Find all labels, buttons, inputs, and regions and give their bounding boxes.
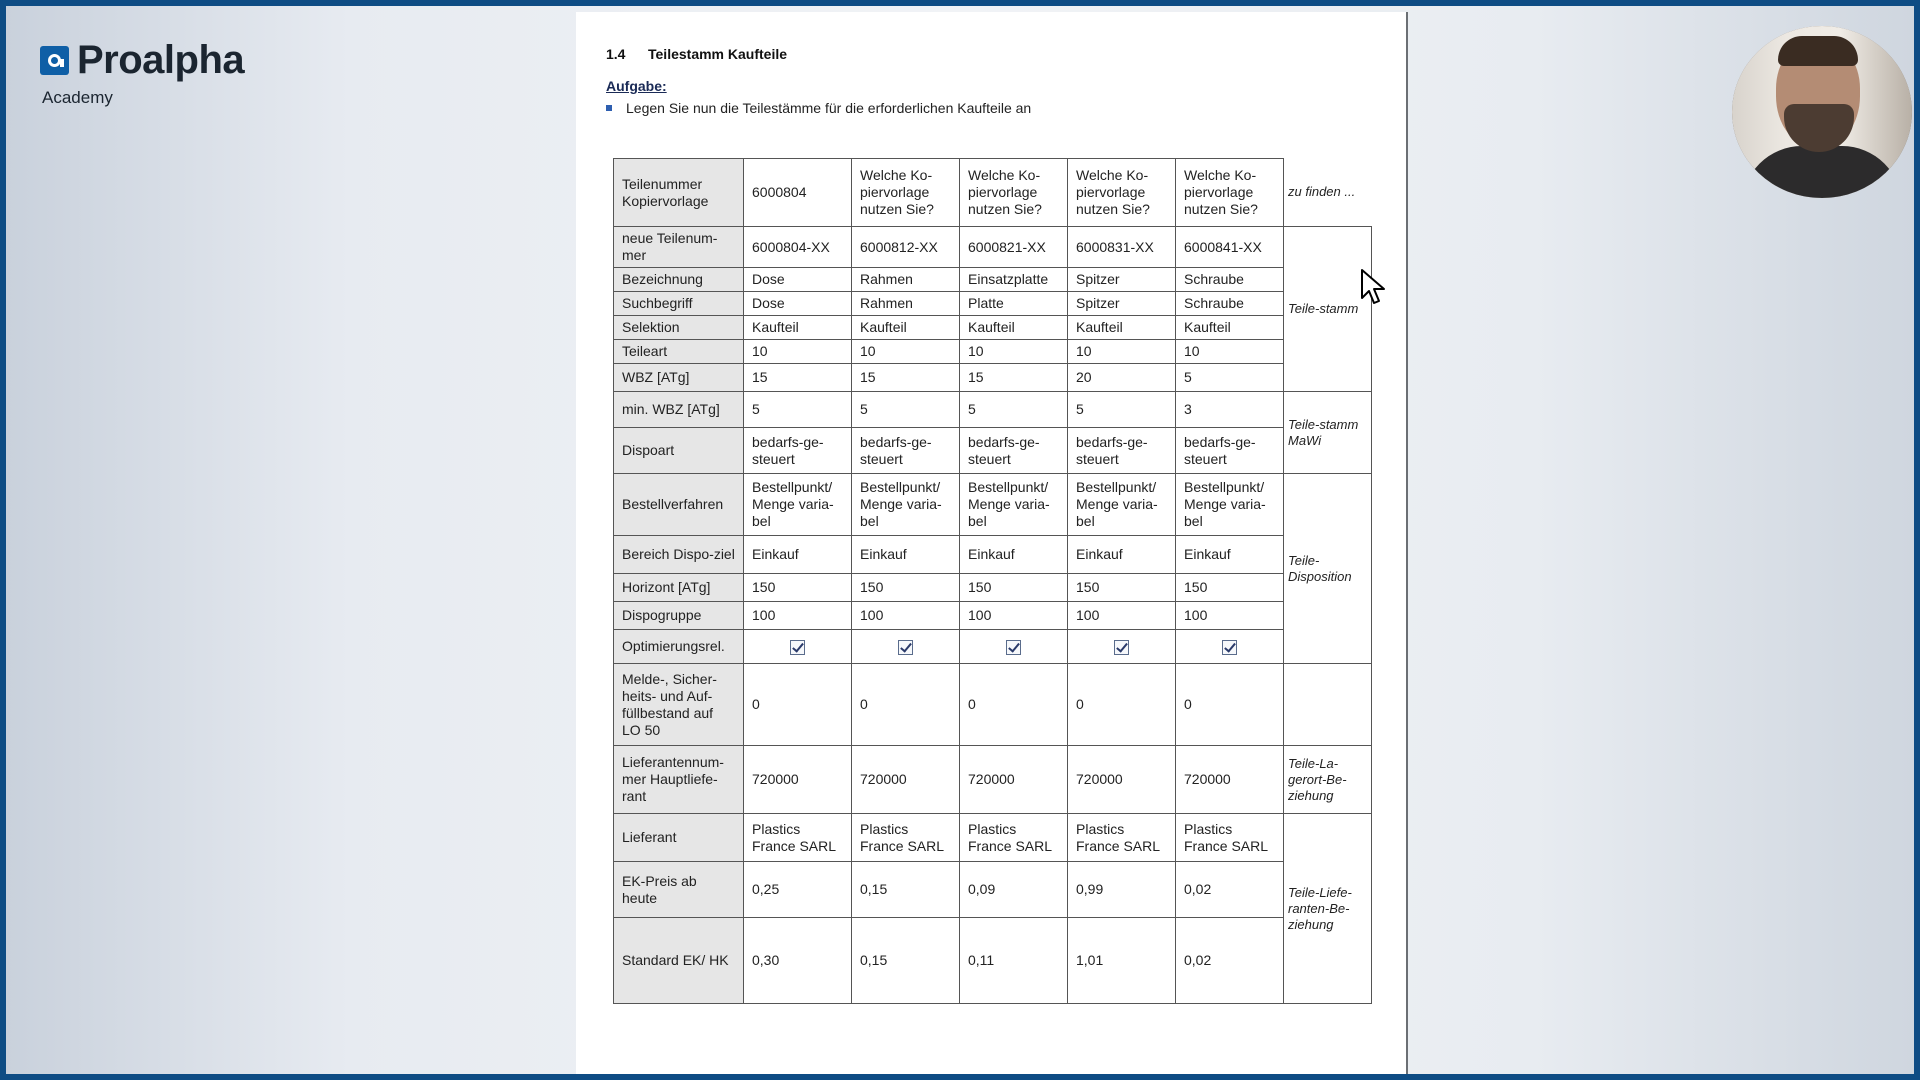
table-row xyxy=(614,268,1372,292)
presenter-webcam xyxy=(1732,26,1912,198)
table-cell: Welche Ko-piervorlage nutzen Sie? xyxy=(852,159,960,227)
table-cell: 100 xyxy=(1068,602,1176,630)
table-row xyxy=(614,918,1372,1004)
table-cell: 100 xyxy=(1176,602,1284,630)
table-cell: 10 xyxy=(1176,340,1284,364)
table-cell: bedarfs-ge-steuert xyxy=(960,428,1068,474)
table-cell: 5 xyxy=(1068,392,1176,428)
table-cell: 0,99 xyxy=(1068,862,1176,918)
table-cell: 0,15 xyxy=(852,862,960,918)
table-cell: Kaufteil xyxy=(744,316,852,340)
table-cell: Einkauf xyxy=(1068,536,1176,574)
row-label: Standard EK/ HK xyxy=(614,918,744,1004)
table-cell: 6000804-XX xyxy=(744,227,852,268)
table-cell: 10 xyxy=(960,340,1068,364)
table-cell: Kaufteil xyxy=(960,316,1068,340)
table-cell: 0 xyxy=(1176,664,1284,746)
brand-name: Proalpha xyxy=(77,38,245,82)
table-cell: Spitzer xyxy=(1068,292,1176,316)
table-row xyxy=(614,664,1372,746)
table-cell: Bestellpunkt/ Menge varia-bel xyxy=(852,474,960,536)
table-cell: Platte xyxy=(960,292,1068,316)
table-cell: Einkauf xyxy=(960,536,1068,574)
table-cell: Einkauf xyxy=(852,536,960,574)
row-label: Bezeichnung xyxy=(614,268,744,292)
table-cell: Plastics France SARL xyxy=(960,814,1068,862)
location-cell: Teile-La-gerort-Be-ziehung xyxy=(1284,746,1372,814)
table-row xyxy=(614,159,1372,227)
table-cell: bedarfs-ge-steuert xyxy=(852,428,960,474)
table-cell: 720000 xyxy=(1068,746,1176,814)
table-cell: Kaufteil xyxy=(852,316,960,340)
row-label: Lieferant xyxy=(614,814,744,862)
row-label: Bestellverfahren xyxy=(614,474,744,536)
table-row xyxy=(614,340,1372,364)
location-cell xyxy=(1284,664,1372,746)
section-number: 1.4 xyxy=(606,46,626,62)
table-cell: 5 xyxy=(744,392,852,428)
checkbox-checked-icon[interactable] xyxy=(1006,640,1021,655)
table-cell: 15 xyxy=(744,364,852,392)
table-row xyxy=(614,364,1372,392)
table-cell: 10 xyxy=(744,340,852,364)
checkbox-checked-icon[interactable] xyxy=(790,640,805,655)
table-cell: Bestellpunkt/ Menge varia-bel xyxy=(744,474,852,536)
row-label: Melde-, Sicher-heits- und Auf-füllbestand auf LO 50 xyxy=(614,664,744,746)
table-cell: 150 xyxy=(960,574,1068,602)
table-cell: Plastics France SARL xyxy=(1176,814,1284,862)
table-cell: 0 xyxy=(744,664,852,746)
table-cell: Dose xyxy=(744,268,852,292)
proalpha-logo xyxy=(40,40,244,108)
table-cell: Welche Ko-piervorlage nutzen Sie? xyxy=(1068,159,1176,227)
table-cell: Bestellpunkt/ Menge varia-bel xyxy=(960,474,1068,536)
table-row xyxy=(614,602,1372,630)
table-cell: Schraube xyxy=(1176,268,1284,292)
checkbox-cell[interactable] xyxy=(1176,630,1284,664)
table-cell: 150 xyxy=(1068,574,1176,602)
row-label: Horizont [ATg] xyxy=(614,574,744,602)
table-row xyxy=(614,227,1372,268)
row-label: Dispogruppe xyxy=(614,602,744,630)
document-page xyxy=(576,12,1408,1074)
table-cell: 720000 xyxy=(852,746,960,814)
row-label: EK-Preis ab heute xyxy=(614,862,744,918)
row-label: Teilenummer Kopiervorlage xyxy=(614,159,744,227)
checkbox-cell[interactable] xyxy=(852,630,960,664)
location-cell: zu finden ... xyxy=(1284,159,1372,227)
table-row xyxy=(614,574,1372,602)
table-cell: 1,01 xyxy=(1068,918,1176,1004)
table-cell: 0,09 xyxy=(960,862,1068,918)
checkbox-checked-icon[interactable] xyxy=(1222,640,1237,655)
presentation-stage xyxy=(6,6,1914,1074)
table-cell: 6000821-XX xyxy=(960,227,1068,268)
row-label: Suchbegriff xyxy=(614,292,744,316)
row-label: WBZ [ATg] xyxy=(614,364,744,392)
table-cell: bedarfs-ge-steuert xyxy=(1068,428,1176,474)
table-cell: bedarfs-ge-steuert xyxy=(1176,428,1284,474)
table-cell: 150 xyxy=(744,574,852,602)
location-cell: Teile-Disposition xyxy=(1284,474,1372,664)
table-cell: 0,15 xyxy=(852,918,960,1004)
brand-subtitle: Academy xyxy=(42,88,113,107)
task-label: Aufgabe: xyxy=(606,78,667,94)
table-row xyxy=(614,746,1372,814)
task-bullet-text: Legen Sie nun die Teilestämme für die erforderlichen Kaufteile an xyxy=(626,100,1032,116)
table-cell: Welche Ko-piervorlage nutzen Sie? xyxy=(960,159,1068,227)
table-cell: 150 xyxy=(1176,574,1284,602)
proalpha-logo-icon xyxy=(40,46,69,75)
table-cell: 0 xyxy=(1068,664,1176,746)
table-cell: 6000831-XX xyxy=(1068,227,1176,268)
table-cell: Schraube xyxy=(1176,292,1284,316)
table-row xyxy=(614,292,1372,316)
table-cell: Dose xyxy=(744,292,852,316)
row-label: Dispoart xyxy=(614,428,744,474)
table-cell: Plastics France SARL xyxy=(744,814,852,862)
section-title: Teilestamm Kaufteile xyxy=(648,46,788,62)
table-cell: Kaufteil xyxy=(1068,316,1176,340)
table-row xyxy=(614,536,1372,574)
row-label: min. WBZ [ATg] xyxy=(614,392,744,428)
table-cell: 0,25 xyxy=(744,862,852,918)
table-cell: Kaufteil xyxy=(1176,316,1284,340)
table-cell: 0,02 xyxy=(1176,918,1284,1004)
table-cell: Plastics France SARL xyxy=(1068,814,1176,862)
table-cell: 10 xyxy=(1068,340,1176,364)
table-row xyxy=(614,474,1372,536)
mouse-pointer-icon xyxy=(1360,268,1386,311)
table-row xyxy=(614,428,1372,474)
row-label: Bereich Dispo-ziel xyxy=(614,536,744,574)
table-cell: Rahmen xyxy=(852,292,960,316)
row-label: neue Teilenum-mer xyxy=(614,227,744,268)
table-row xyxy=(614,392,1372,428)
checkbox-cell[interactable] xyxy=(744,630,852,664)
table-cell: 15 xyxy=(852,364,960,392)
table-row xyxy=(614,862,1372,918)
table-cell: 0,30 xyxy=(744,918,852,1004)
table-cell: 5 xyxy=(852,392,960,428)
row-label: Selektion xyxy=(614,316,744,340)
location-cell: Teile-stamm MaWi xyxy=(1284,392,1372,474)
table-cell: Rahmen xyxy=(852,268,960,292)
table-cell: 6000812-XX xyxy=(852,227,960,268)
table-row xyxy=(614,814,1372,862)
location-cell: Teile-Liefe-ranten-Be-ziehung xyxy=(1284,814,1372,1004)
table-row xyxy=(614,316,1372,340)
table-cell: Spitzer xyxy=(1068,268,1176,292)
table-cell: 100 xyxy=(852,602,960,630)
checkbox-cell[interactable] xyxy=(960,630,1068,664)
table-cell: 720000 xyxy=(744,746,852,814)
table-cell: 5 xyxy=(1176,364,1284,392)
table-cell: 150 xyxy=(852,574,960,602)
row-label: Teileart xyxy=(614,340,744,364)
checkbox-cell[interactable] xyxy=(1068,630,1176,664)
checkbox-checked-icon[interactable] xyxy=(1114,640,1129,655)
table-cell: Bestellpunkt/ Menge varia-bel xyxy=(1068,474,1176,536)
table-cell: bedarfs-ge-steuert xyxy=(744,428,852,474)
table-row xyxy=(614,630,1372,664)
table-cell: 720000 xyxy=(1176,746,1284,814)
parts-table xyxy=(613,158,1372,1004)
table-cell: 0 xyxy=(960,664,1068,746)
table-cell: 3 xyxy=(1176,392,1284,428)
task-bullet xyxy=(606,100,1031,116)
row-label: Optimierungsrel. xyxy=(614,630,744,664)
table-cell: 100 xyxy=(744,602,852,630)
bullet-icon xyxy=(606,105,612,111)
table-cell: 0 xyxy=(852,664,960,746)
table-cell: Plastics France SARL xyxy=(852,814,960,862)
table-cell: 15 xyxy=(960,364,1068,392)
table-cell: 20 xyxy=(1068,364,1176,392)
table-cell: 100 xyxy=(960,602,1068,630)
table-cell: 6000804 xyxy=(744,159,852,227)
row-label: Lieferantennum-mer Hauptliefe-rant xyxy=(614,746,744,814)
section-heading xyxy=(606,46,787,62)
table-cell: Bestellpunkt/ Menge varia-bel xyxy=(1176,474,1284,536)
table-cell: 720000 xyxy=(960,746,1068,814)
table-cell: Einkauf xyxy=(744,536,852,574)
table-cell: Welche Ko-piervorlage nutzen Sie? xyxy=(1176,159,1284,227)
table-cell: 6000841-XX xyxy=(1176,227,1284,268)
checkbox-checked-icon[interactable] xyxy=(898,640,913,655)
location-cell: Teile-stamm xyxy=(1284,227,1372,392)
table-cell: 5 xyxy=(960,392,1068,428)
table-cell: Einkauf xyxy=(1176,536,1284,574)
table-cell: Einsatzplatte xyxy=(960,268,1068,292)
table-cell: 0,02 xyxy=(1176,862,1284,918)
table-cell: 10 xyxy=(852,340,960,364)
table-cell: 0,11 xyxy=(960,918,1068,1004)
